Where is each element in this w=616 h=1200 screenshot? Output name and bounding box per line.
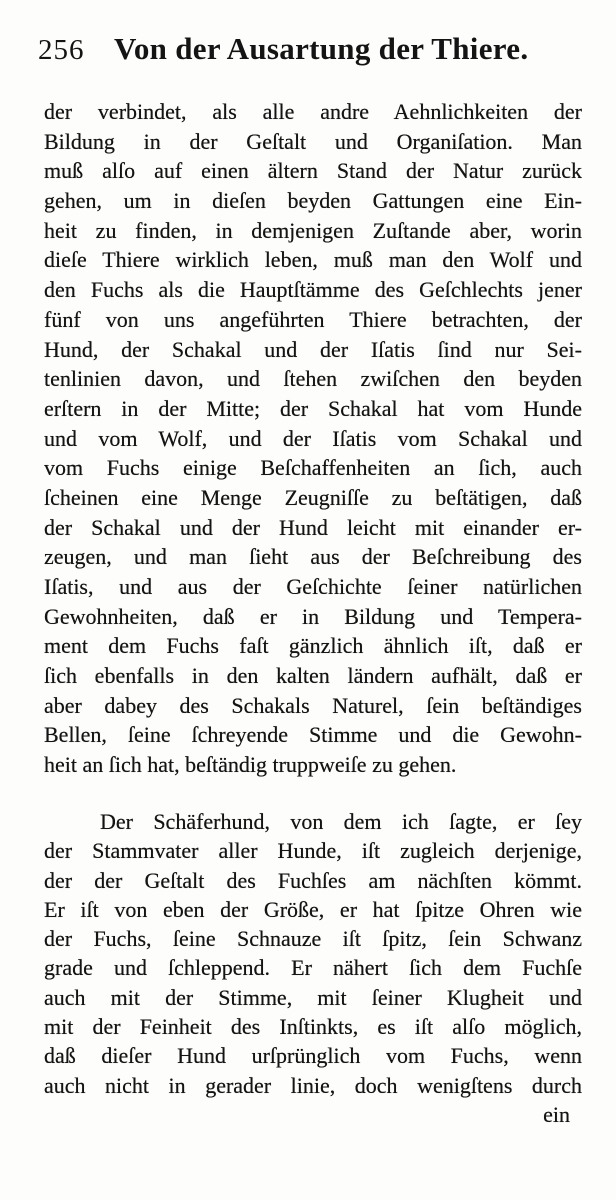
text-line: der der Geſtalt des Fuchſes am nächſten kömmt. <box>44 867 582 893</box>
paragraph <box>44 97 582 780</box>
text-line: heit zu finden, in demjenigen Zuſtande aber, worin <box>44 217 582 243</box>
text-line: zeugen, und man ſieht aus der Beſchreibung des <box>44 544 582 570</box>
page-number: 256 <box>38 34 85 66</box>
text-line: fünf von uns angeführten Thiere betrachten, der <box>44 306 582 332</box>
paragraph <box>44 807 582 1100</box>
catchword: ein <box>543 1102 570 1127</box>
text-line: der Schakal und der Hund leicht mit einander er- <box>44 514 582 540</box>
text-line: heit an ſich hat, beſtändig truppweiſe zu gehen. <box>44 752 457 778</box>
text-line: der Fuchs, ſeine Schnauze iſt ſpitz, ſein Schwanz <box>44 926 582 952</box>
text-line: der verbindet, als alle andre Aehnlichkeiten der <box>44 99 582 124</box>
text-line: und vom Wolf, und der Iſatis vom Schakal und <box>44 425 582 451</box>
text-line: Er iſt von eben der Größe, er hat ſpitze Ohren wie <box>44 896 582 922</box>
text-line: Bellen, ſeine ſchreyende Stimme und die Gewohn- <box>44 722 582 748</box>
text-line: auch nicht in gerader linie, doch wenigſtens durch <box>44 1072 582 1098</box>
text-line: gehen, um in dieſen beyden Gattungen eine Ein- <box>44 188 582 214</box>
text-line: ment dem Fuchs faſt gänzlich ähnlich iſt, daß er <box>44 633 582 659</box>
running-title: Von der Ausartung der Thiere. <box>114 31 529 66</box>
text-line: grade und ſchleppend. Er nähert ſich dem Fuchſe <box>44 955 582 981</box>
text-line: dieſe Thiere wirklich leben, muß man den Wolf und <box>44 247 582 273</box>
text-line: ſcheinen eine Menge Zeugniſſe zu beſtätigen, daß <box>44 484 582 510</box>
text-line: Gewohnheiten, daß er in Bildung und Tempera- <box>44 603 582 629</box>
text-line: daß dieſer Hund urſprünglich vom Fuchs, wenn <box>44 1043 582 1069</box>
page-header <box>38 30 578 70</box>
text-line: aber dabey des Schakals Naturel, ſein beſtändiges <box>44 692 582 718</box>
text-line: Iſatis, und aus der Geſchichte ſeiner natürlichen <box>44 574 582 599</box>
text-line: Hund, der Schakal und der Iſatis ſind nur Sei- <box>44 336 582 362</box>
text-line: muß alſo auf einen ältern Stand der Natur zurück <box>44 158 582 184</box>
text-line: vom Fuchs einige Beſchaffenheiten an ſich, auch <box>44 455 582 481</box>
text-line: ſich ebenfalls in den kalten ländern aufhält, daß er <box>44 663 582 689</box>
text-line: auch mit der Stimme, mit ſeiner Klugheit und <box>44 984 582 1010</box>
text-line: der Stammvater aller Hunde, iſt zugleich derjenige, <box>44 838 582 864</box>
text-line: den Fuchs als die Hauptſtämme des Geſchlechts jener <box>44 277 582 303</box>
text-line: Der Schäferhund, von dem ich ſagte, er ſey <box>100 809 582 834</box>
text-line: erſtern in der Mitte; der Schakal hat vom Hunde <box>44 395 582 421</box>
text-line: tenlinien davon, und ſtehen zwiſchen den beyden <box>44 366 582 392</box>
text-line: mit der Feinheit des Inſtinkts, es iſt alſo möglich, <box>44 1014 582 1040</box>
text-line: Bildung in der Geſtalt und Organiſation. Man <box>44 128 582 154</box>
